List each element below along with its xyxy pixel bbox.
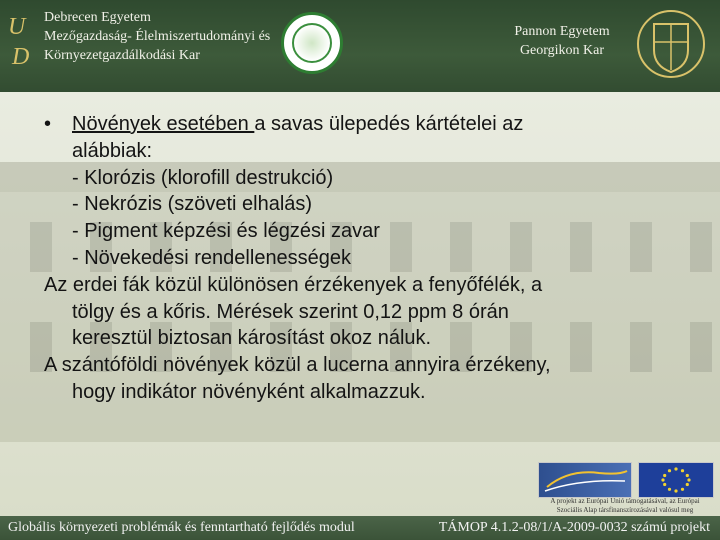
paragraph-2-line-1: Az erdei fák közül különösen érzékenyek a fenyőfélék, a [44, 273, 543, 296]
faculty-line: Környezetgazdálkodási Kar [44, 48, 200, 63]
list-item: - Klorózis (klorofill destrukció) [72, 166, 334, 189]
seal-emblem-icon [292, 23, 332, 63]
university-line: Debrecen Egyetem [44, 10, 151, 25]
debrecen-university-name [44, 8, 270, 65]
faculty-seal-logo [281, 12, 343, 74]
eu-flag-logo [638, 462, 714, 498]
university-line: Pannon Egyetem [514, 24, 610, 39]
pannon-university-name [514, 22, 610, 60]
bullet-icon: • [44, 113, 52, 135]
paragraph-2-line-3: keresztül biztosan károsítást okoz náluk. [72, 327, 432, 350]
paragraph-3-line-1: A szántóföldi növények közül a lucerna annyira érzékeny, [44, 354, 551, 377]
eu-funding-note [530, 497, 720, 515]
eu-note-line: Szociális Alap társfinanszírozásával valósul meg [556, 506, 694, 514]
paragraph-1-line-2: alábbiak: [72, 139, 153, 162]
paragraph-3-line-2: hogy indikátor növényként alkalmazzuk. [72, 380, 426, 403]
faculty-line: Mezőgazdaság- Élelmiszertudományi és [44, 29, 271, 44]
ud-logo-icon [6, 8, 34, 72]
svg-text:U: U [8, 14, 26, 40]
eu-note-line: A projekt az Európai Unió támogatásával, az Európai [550, 497, 700, 505]
georgikon-crest-icon [636, 8, 706, 80]
slide-text [44, 112, 684, 407]
underlined-phrase: Növények esetében [72, 113, 255, 135]
paragraph-2-line-2: tölgy és a kőris. Mérések szerint 0,12 ppm 8 órán [72, 300, 509, 323]
footer-bar [0, 516, 720, 540]
module-title: Globális környezeti problémák és fenntartható fejlődés modul [8, 520, 355, 535]
header-band [0, 0, 720, 92]
slide-body [0, 92, 720, 516]
list-item: - Pigment képzési és légzési zavar [72, 220, 380, 243]
svg-text:D: D [12, 44, 30, 70]
project-code: TÁMOP 4.1.2-08/1/A-2009-0032 számú projekt [438, 520, 710, 535]
list-item: - Növekedési rendellenességek [72, 246, 352, 269]
uj-magyarorszag-logo [538, 462, 632, 498]
ud-logo [6, 8, 34, 72]
uj-magyarorszag-icon [539, 463, 631, 497]
paragraph-text: a savas ülepedés kártételei az [254, 113, 524, 135]
eu-stars-icon [639, 463, 713, 497]
list-item: - Nekrózis (szöveti elhalás) [72, 193, 313, 216]
faculty-line: Georgikon Kar [519, 43, 605, 58]
paragraph-1-line-1 [44, 112, 684, 136]
